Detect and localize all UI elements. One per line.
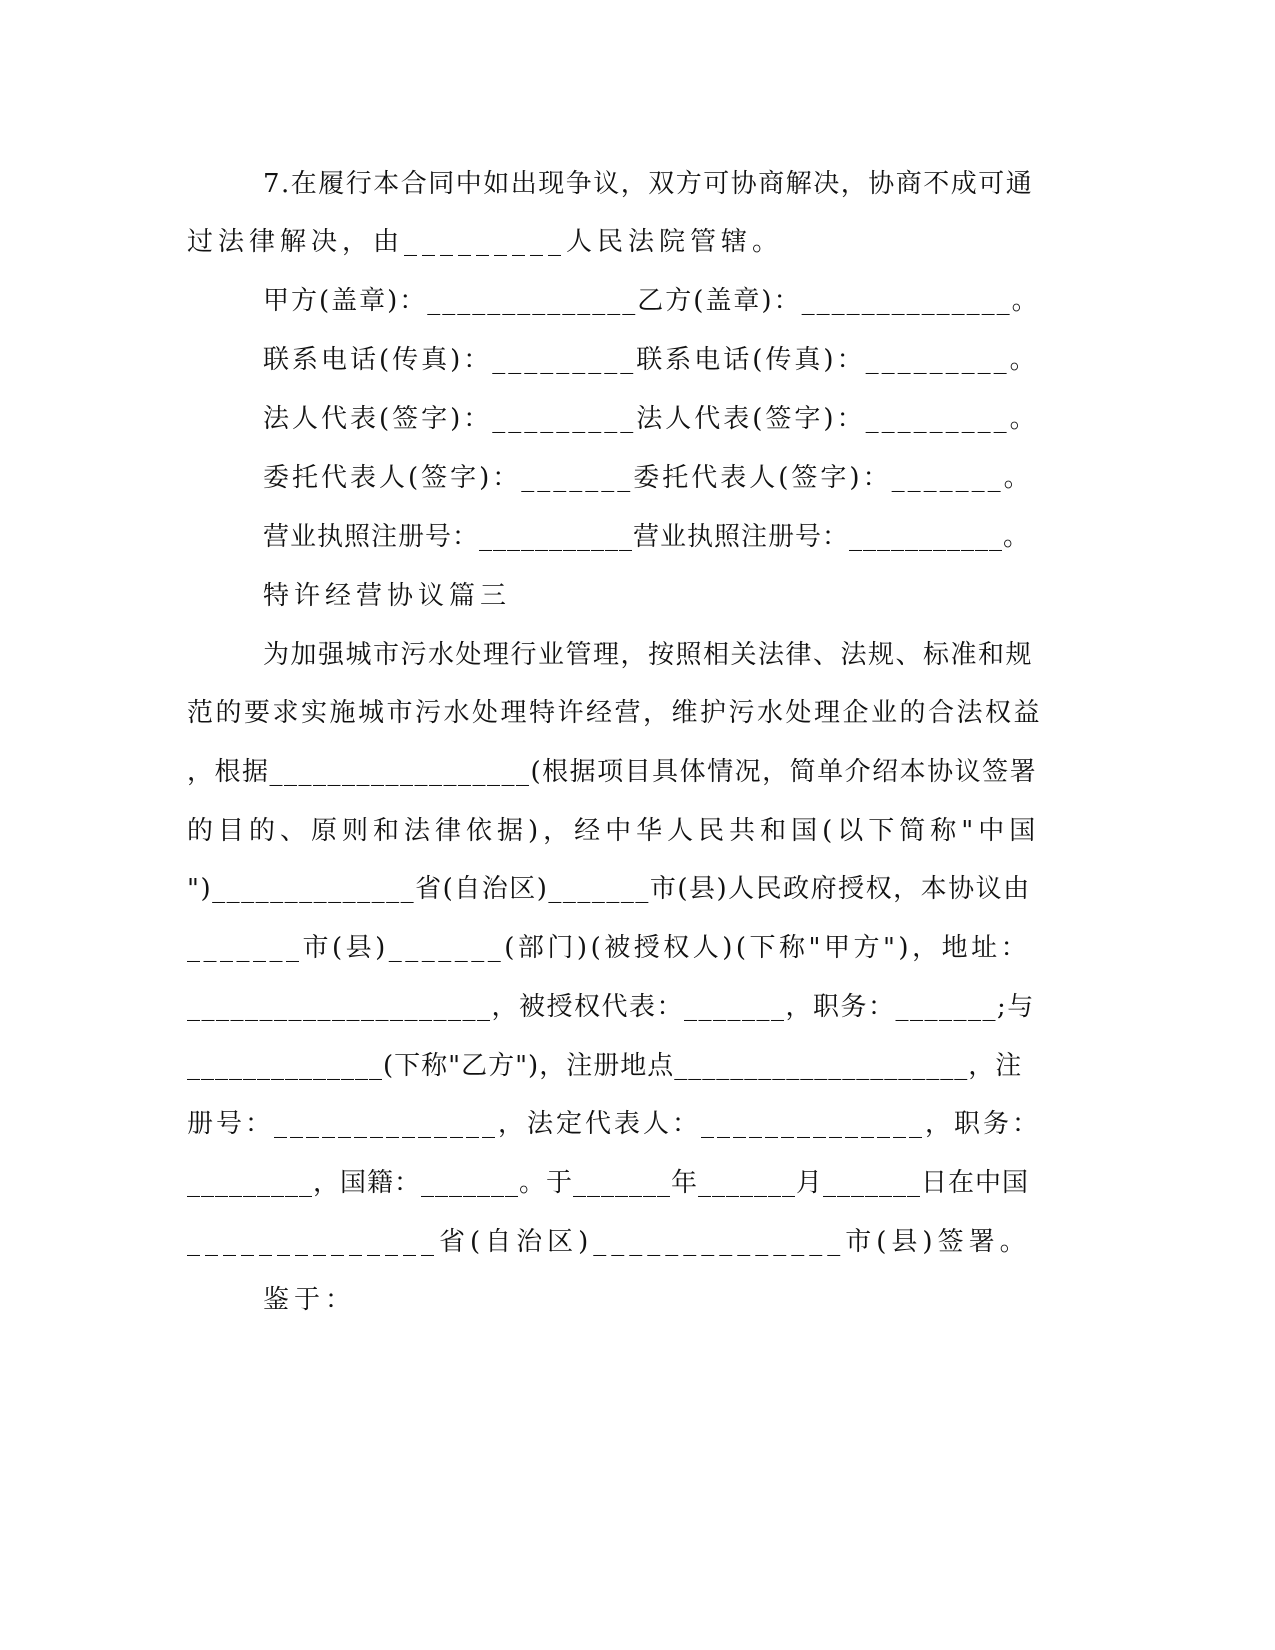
- paragraph-line: 7.在履行本合同中如出现争议，双方可协商解决，协商不成可通: [263, 169, 1034, 199]
- paragraph-line: ，根据__________________(根据项目具体情况，简单介绍本协议签署: [187, 757, 1038, 787]
- paragraph-line: 过法律解决，由_________人民法院管辖。: [187, 227, 784, 257]
- paragraph-line: ")______________省(自治区)_______市(县)人民政府授权，本协议由: [187, 874, 1031, 904]
- paragraph-line: 范的要求实施城市污水处理特许经营，维护污水处理企业的合法权益: [187, 698, 1043, 728]
- signature-line-delegate: 委托代表人(签字)：_______委托代表人(签字)：_______。: [263, 463, 1033, 493]
- signature-line-legal-rep: 法人代表(签字)：_________法人代表(签字)：_________。: [263, 404, 1039, 434]
- signature-line-phone: 联系电话(传真)：_________联系电话(传真)：_________。: [263, 345, 1039, 375]
- paragraph-line: _________，国籍：_______。于_______年_______月_______日在中国: [187, 1168, 1030, 1198]
- signature-line-license: 营业执照注册号：___________营业执照注册号：___________。: [263, 522, 1031, 552]
- signature-line-party: 甲方(盖章)：______________乙方(盖章)：______________。: [263, 286, 1040, 316]
- paragraph-line: _____________________，被授权代表：_______，职务：_______;与: [187, 992, 1035, 1022]
- section-heading: 特许经营协议篇三: [263, 581, 512, 611]
- paragraph-line: ______________省(自治区)______________市(县)签署。: [187, 1227, 1031, 1257]
- paragraph-line: 册号：______________，法定代表人：______________，职务：: [187, 1109, 1042, 1139]
- paragraph-line: 为加强城市污水处理行业管理，按照相关法律、法规、标准和规: [263, 640, 1034, 670]
- paragraph-line: 的目的、原则和法律依据)，经中华人民共和国(以下简称"中国: [187, 816, 1041, 846]
- paragraph-line: _______市(县)_______(部门)(被授权人)(下称"甲方")，地址：: [187, 933, 1031, 963]
- paragraph-line: 鉴于：: [263, 1285, 357, 1315]
- paragraph-line: ______________(下称"乙方")，注册地点_____________________，注: [187, 1051, 1023, 1081]
